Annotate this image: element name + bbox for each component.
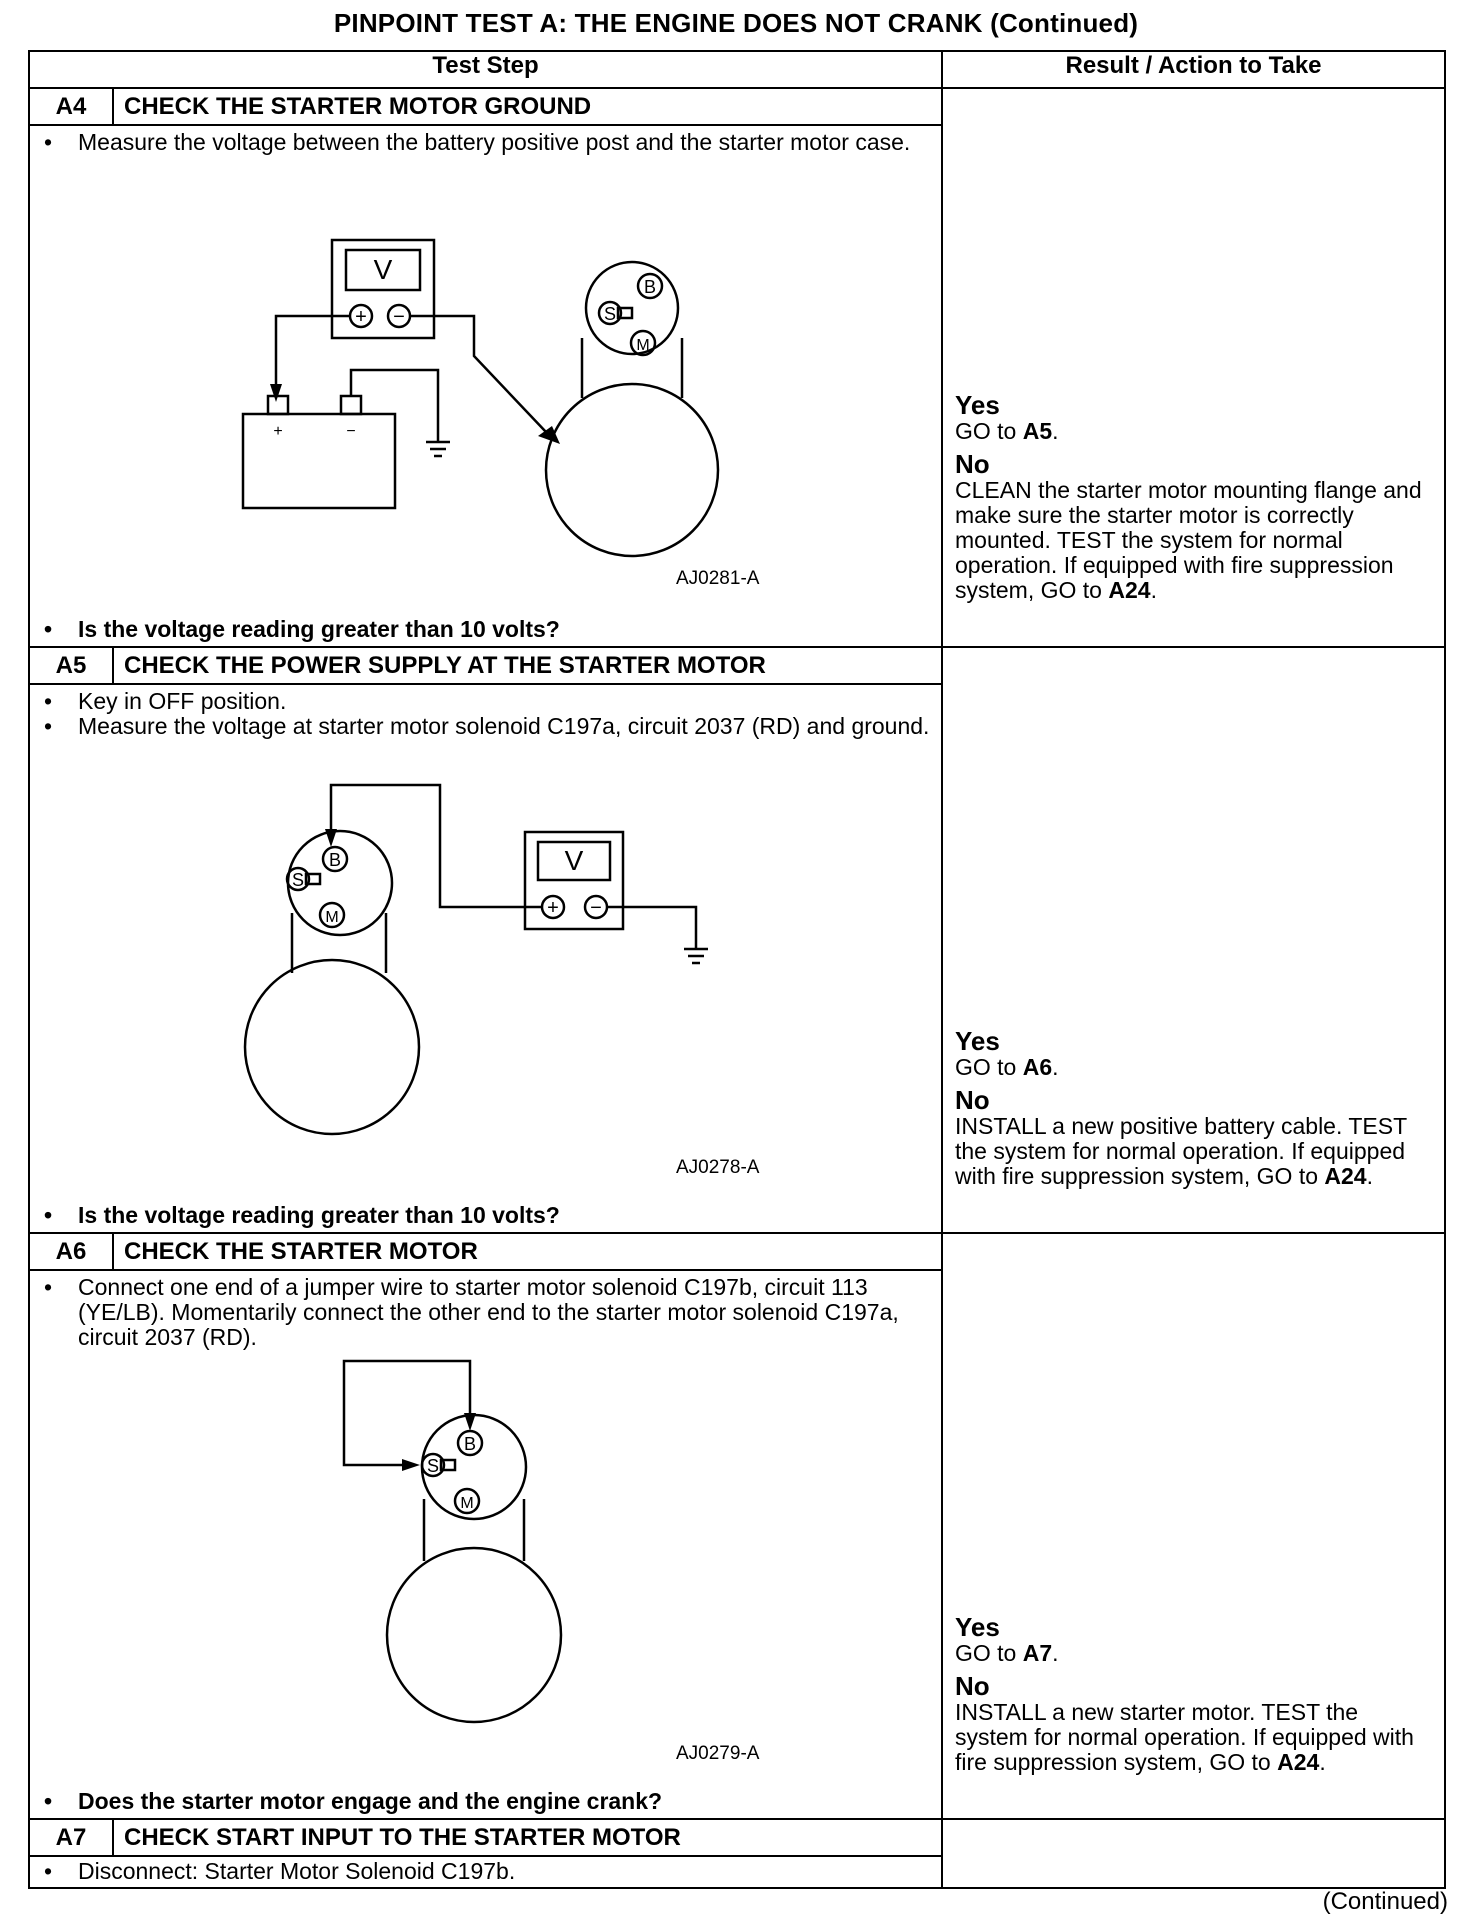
lead-positive [328,785,542,907]
no-label: No [955,1085,990,1115]
step-content-a4 [29,125,942,647]
probe-arrow [402,1459,420,1471]
starter-motor-icon [245,960,419,1134]
yes-action: GO to A6. [955,1054,1059,1080]
minus-label: − [393,306,405,328]
result-cell-a5 [942,647,1445,1233]
terminal-m-label: M [325,909,339,926]
result-cell-a4 [942,88,1445,647]
terminal-s-label: S [426,1456,440,1476]
battery-positive-post [268,396,288,414]
terminal-s-label: S [291,870,305,890]
probe-arrow [270,384,282,402]
step-title: CHECK THE STARTER MOTOR [113,1233,942,1270]
battery-plus-label: + [273,423,283,440]
jumper-wire [344,1361,470,1465]
test-step-header: Test Step [29,51,942,88]
starter-motor-icon [387,1548,561,1722]
step-title: CHECK THE POWER SUPPLY AT THE STARTER MOTOR [113,647,942,684]
starter-motor-icon [546,384,718,556]
goto-step: A6 [1022,1054,1053,1080]
pinpoint-test-table [28,50,1446,1889]
terminal-b-label: B [328,850,342,870]
voltmeter-label: V [373,254,393,285]
step-row-a5 [29,647,1445,684]
ground-icon [426,442,450,456]
no-label: No [955,1671,990,1701]
instruction: • Measure the voltage between the battery positive post and the starter motor case. [30,130,941,155]
step-content-a5 [29,684,942,1233]
result-cell-a7 [942,1819,1445,1888]
yes-label: Yes [955,1026,1000,1056]
step-title: CHECK START INPUT TO THE STARTER MOTOR [113,1819,942,1856]
battery-icon [243,414,395,508]
result-cell-a6 [942,1233,1445,1819]
battery-minus-label: − [346,423,356,440]
diagram-aj0278 [30,685,941,1232]
goto-step: A24 [1108,577,1151,603]
continued-label: (Continued) [1322,1888,1448,1915]
instruction: • Measure the voltage at starter motor solenoid C197a, circuit 2037 (RD) and ground. [30,714,941,739]
instruction: • Key in OFF position. [30,689,941,714]
result-action-header: Result / Action to Take [942,51,1445,88]
step-content-a7 [29,1856,942,1888]
result-action-a4 [955,391,1434,603]
terminal-b-label: B [463,1434,477,1454]
instruction: • Disconnect: Starter Motor Solenoid C197b. [30,1859,941,1884]
ground-icon [684,949,708,963]
probe-arrow [464,1413,476,1431]
page-title: PINPOINT TEST A: THE ENGINE DOES NOT CRANK (Continued) [333,8,1139,38]
plus-label: + [355,306,367,328]
question: • Does the starter motor engage and the engine crank? [30,1789,941,1814]
yes-label: Yes [955,1612,1000,1642]
step-row-a6 [29,1233,1445,1270]
step-id: A4 [29,88,113,125]
diagram-aj0281 [30,126,941,646]
figure-id: AJ0281-A [676,568,760,589]
goto-step: A5 [1022,418,1053,444]
figure-id: AJ0278-A [676,1157,760,1178]
result-action-a6 [955,1613,1434,1775]
solenoid-body [424,1499,524,1561]
no-label: No [955,449,990,479]
terminal-m-label: M [460,1495,474,1512]
result-action-a5 [955,1027,1434,1189]
goto-step: A7 [1022,1640,1053,1666]
goto-step: A24 [1324,1163,1367,1189]
terminal-s-label: S [603,304,617,324]
step-row-a7 [29,1819,1445,1856]
terminal-b-label: B [643,277,657,297]
step-title: CHECK THE STARTER MOTOR GROUND [113,88,942,125]
step-row-a4 [29,88,1445,125]
probe-arrow [325,829,337,847]
instruction: • Connect one end of a jumper wire to starter motor solenoid C197b, circuit 113 (YE/LB). Momentarily connect the other end to the starter motor solenoid C197a, circuit 2037 (RD). [30,1275,941,1350]
voltmeter-label: V [564,845,584,876]
terminal-m-label: M [636,337,650,354]
no-action: CLEAN the starter motor mounting flange and make sure the starter motor is correctly mounted. TEST the system for normal operation. If equipped with fire suppression system, GO to A24. [955,477,1422,603]
question: • Is the voltage reading greater than 10 volts? [30,617,941,642]
step-id: A6 [29,1233,113,1270]
battery-negative-post [341,396,361,414]
table-header-row [29,51,1445,88]
diagram-aj0279 [30,1271,941,1818]
step-id: A5 [29,647,113,684]
question: • Is the voltage reading greater than 10 volts? [30,1203,941,1228]
goto-step: A24 [1277,1749,1320,1775]
figure-id: AJ0279-A [676,1743,760,1764]
no-action: INSTALL a new positive battery cable. TEST the system for normal operation. If equipped with fire suppression system, GO to A24. [955,1113,1407,1189]
plus-label: + [547,897,559,919]
lead-negative [410,316,546,432]
no-action: INSTALL a new starter motor. TEST the system for normal operation. If equipped with fire suppression system, GO to A24. [955,1699,1414,1775]
yes-action: GO to A7. [955,1640,1059,1666]
yes-label: Yes [955,390,1000,420]
yes-action: GO to A5. [955,418,1059,444]
step-content-a6 [29,1270,942,1819]
lead-positive [276,316,350,384]
step-id: A7 [29,1819,113,1856]
minus-label: − [590,897,602,919]
